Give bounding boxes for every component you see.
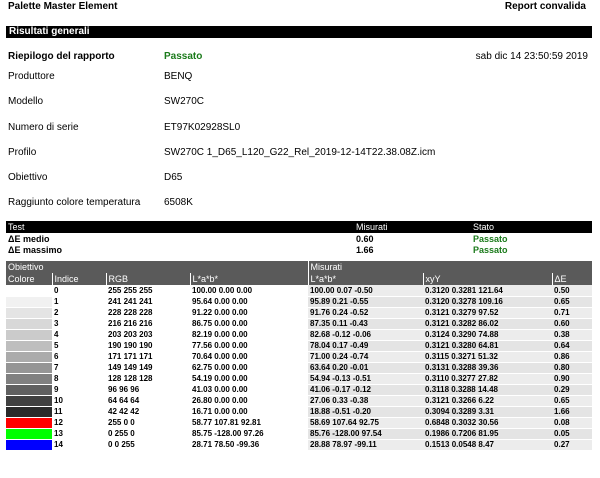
col-lab-target: L*a*b* <box>190 273 308 285</box>
delta-e-cell: 0.05 <box>552 428 592 439</box>
color-swatch-cell <box>6 318 52 329</box>
test-name: ΔE medio <box>8 233 50 244</box>
rgb-cell: 228 228 228 <box>106 307 190 318</box>
delta-e-cell: 0.08 <box>552 417 592 428</box>
color-swatch <box>6 418 52 428</box>
lab-target-cell: 85.75 -128.00 97.26 <box>190 428 308 439</box>
col-color: Colore <box>6 273 52 285</box>
info-row <box>8 96 588 110</box>
rgb-cell: 149 149 149 <box>106 362 190 373</box>
table-row <box>6 285 592 296</box>
delta-e-cell: 0.38 <box>552 329 592 340</box>
table-row <box>6 417 592 428</box>
lab-measured-cell: 54.94 -0.13 -0.51 <box>308 373 423 384</box>
delta-e-cell: 0.80 <box>552 362 592 373</box>
color-swatch-cell <box>6 406 52 417</box>
xyy-cell: 0.6848 0.3032 30.56 <box>423 417 552 428</box>
info-row <box>8 172 588 186</box>
info-value: ET97K02928SL0 <box>164 122 241 133</box>
color-swatch <box>6 429 52 439</box>
color-swatch-cell <box>6 428 52 439</box>
info-label: Raggiunto colore temperatura <box>8 197 141 208</box>
color-swatch-cell <box>6 362 52 373</box>
info-row <box>8 197 588 211</box>
xyy-cell: 0.3121 0.3279 97.52 <box>423 307 552 318</box>
test-status: Passato <box>473 233 508 244</box>
color-swatch <box>6 285 52 295</box>
lab-measured-cell: 18.88 -0.51 -0.20 <box>308 406 423 417</box>
table-row <box>6 362 592 373</box>
delta-e-cell: 0.27 <box>552 439 592 450</box>
table-row <box>6 428 592 439</box>
test-measured: 1.66 <box>356 244 374 255</box>
xyy-cell: 0.3120 0.3281 121.64 <box>423 285 552 296</box>
info-row <box>8 122 588 136</box>
rgb-cell: 128 128 128 <box>106 373 190 384</box>
rgb-cell: 203 203 203 <box>106 329 190 340</box>
lab-target-cell: 54.19 0.00 0.00 <box>190 373 308 384</box>
color-swatch-cell <box>6 285 52 296</box>
lab-measured-cell: 58.69 107.64 92.75 <box>308 417 423 428</box>
xyy-cell: 0.3110 0.3277 27.82 <box>423 373 552 384</box>
col-index: Indice <box>52 273 106 285</box>
info-label: Modello <box>8 96 44 107</box>
group-measured: Misurati <box>308 261 592 273</box>
index-cell: 11 <box>52 406 106 417</box>
lab-target-cell: 41.03 0.00 0.00 <box>190 384 308 395</box>
app-title: Palette Master Element <box>8 1 118 12</box>
report-timestamp: sab dic 14 23:50:59 2019 <box>475 51 588 62</box>
lab-target-cell: 26.80 0.00 0.00 <box>190 395 308 406</box>
index-cell: 13 <box>52 428 106 439</box>
xyy-cell: 0.3124 0.3290 74.88 <box>423 329 552 340</box>
table-row <box>6 329 592 340</box>
rgb-cell: 255 255 255 <box>106 285 190 296</box>
delta-e-cell: 0.29 <box>552 384 592 395</box>
test-row <box>6 244 592 255</box>
rgb-cell: 0 255 0 <box>106 428 190 439</box>
rgb-cell: 0 0 255 <box>106 439 190 450</box>
rgb-cell: 171 171 171 <box>106 351 190 362</box>
report-header <box>8 1 586 14</box>
rgb-cell: 216 216 216 <box>106 318 190 329</box>
lab-measured-cell: 27.06 0.33 -0.38 <box>308 395 423 406</box>
measurements-table <box>6 261 593 451</box>
index-cell: 1 <box>52 296 106 307</box>
table-row <box>6 318 592 329</box>
delta-e-cell: 0.86 <box>552 351 592 362</box>
info-value: D65 <box>164 172 183 183</box>
lab-target-cell: 58.77 107.81 92.81 <box>190 417 308 428</box>
lab-target-cell: 82.19 0.00 0.00 <box>190 329 308 340</box>
rgb-cell: 42 42 42 <box>106 406 190 417</box>
lab-target-cell: 91.22 0.00 0.00 <box>190 307 308 318</box>
info-row <box>8 71 588 85</box>
color-swatch <box>6 363 52 373</box>
lab-measured-cell: 85.76 -128.00 97.54 <box>308 428 423 439</box>
table-row <box>6 373 592 384</box>
delta-e-cell: 0.65 <box>552 395 592 406</box>
color-swatch <box>6 440 52 450</box>
delta-e-cell: 0.50 <box>552 285 592 296</box>
summary-row <box>8 51 588 65</box>
rgb-cell: 190 190 190 <box>106 340 190 351</box>
info-label: Produttore <box>8 71 55 82</box>
index-cell: 9 <box>52 384 106 395</box>
col-rgb: RGB <box>106 273 190 285</box>
delta-e-cell: 0.60 <box>552 318 592 329</box>
report-title: Report convalida <box>504 1 586 12</box>
col-test: Test <box>6 221 354 233</box>
color-swatch-cell <box>6 329 52 340</box>
test-name: ΔE massimo <box>8 244 62 255</box>
color-swatch-cell <box>6 417 52 428</box>
summary-status: Passato <box>164 51 203 62</box>
xyy-cell: 0.3121 0.3266 6.22 <box>423 395 552 406</box>
col-delta-e: ΔE <box>552 273 592 285</box>
xyy-cell: 0.3120 0.3278 109.16 <box>423 296 552 307</box>
xyy-cell: 0.3115 0.3271 51.32 <box>423 351 552 362</box>
color-swatch <box>6 308 52 318</box>
info-value: SW270C 1_D65_L120_G22_Rel_2019-12-14T22.38.08Z.icm <box>164 147 436 158</box>
xyy-cell: 0.3121 0.3280 64.81 <box>423 340 552 351</box>
rgb-cell: 241 241 241 <box>106 296 190 307</box>
xyy-cell: 0.3094 0.3289 3.31 <box>423 406 552 417</box>
lab-measured-cell: 91.76 0.24 -0.52 <box>308 307 423 318</box>
xyy-cell: 0.1513 0.0548 8.47 <box>423 439 552 450</box>
table-row <box>6 307 592 318</box>
xyy-cell: 0.3118 0.3288 14.48 <box>423 384 552 395</box>
color-swatch-cell <box>6 373 52 384</box>
index-cell: 10 <box>52 395 106 406</box>
xyy-cell: 0.3121 0.3282 86.02 <box>423 318 552 329</box>
lab-measured-cell: 95.89 0.21 -0.55 <box>308 296 423 307</box>
index-cell: 5 <box>52 340 106 351</box>
color-swatch <box>6 385 52 395</box>
index-cell: 14 <box>52 439 106 450</box>
info-value: 6508K <box>164 197 193 208</box>
lab-measured-cell: 28.88 78.97 -99.11 <box>308 439 423 450</box>
delta-e-cell: 0.90 <box>552 373 592 384</box>
index-cell: 2 <box>52 307 106 318</box>
color-swatch <box>6 297 52 307</box>
color-swatch <box>6 407 52 417</box>
color-swatch-cell <box>6 296 52 307</box>
color-swatch-cell <box>6 340 52 351</box>
test-status: Passato <box>473 244 508 255</box>
info-label: Profilo <box>8 147 37 158</box>
table-row <box>6 296 592 307</box>
info-row <box>8 147 588 161</box>
info-value: BENQ <box>164 71 193 82</box>
info-value: SW270C <box>164 96 205 107</box>
lab-target-cell: 77.56 0.00 0.00 <box>190 340 308 351</box>
rgb-cell: 96 96 96 <box>106 384 190 395</box>
lab-target-cell: 70.64 0.00 0.00 <box>190 351 308 362</box>
rgb-cell: 64 64 64 <box>106 395 190 406</box>
group-target: Obiettivo <box>6 261 308 273</box>
info-label: Obiettivo <box>8 172 48 183</box>
col-measured: Misurati <box>354 221 471 233</box>
index-cell: 0 <box>52 285 106 296</box>
lab-target-cell: 16.71 0.00 0.00 <box>190 406 308 417</box>
col-lab-measured: L*a*b* <box>308 273 423 285</box>
lab-measured-cell: 78.04 0.17 -0.49 <box>308 340 423 351</box>
col-xyy: xyY <box>423 273 552 285</box>
lab-target-cell: 95.64 0.00 0.00 <box>190 296 308 307</box>
summary-label: Riepilogo del rapporto <box>8 51 115 62</box>
color-swatch-cell <box>6 351 52 362</box>
section-title-general: Risultati generali <box>6 26 592 38</box>
delta-e-cell: 0.65 <box>552 296 592 307</box>
color-swatch-cell <box>6 307 52 318</box>
delta-e-cell: 0.71 <box>552 307 592 318</box>
color-swatch <box>6 330 52 340</box>
lab-measured-cell: 82.68 -0.12 -0.06 <box>308 329 423 340</box>
index-cell: 7 <box>52 362 106 373</box>
rgb-cell: 255 0 0 <box>106 417 190 428</box>
table-row <box>6 384 592 395</box>
index-cell: 12 <box>52 417 106 428</box>
col-status: Stato <box>471 221 592 233</box>
lab-target-cell: 62.75 0.00 0.00 <box>190 362 308 373</box>
index-cell: 8 <box>52 373 106 384</box>
table-row <box>6 406 592 417</box>
xyy-cell: 0.3131 0.3288 39.36 <box>423 362 552 373</box>
info-label: Numero di serie <box>8 122 79 133</box>
test-row <box>6 233 592 244</box>
color-swatch <box>6 341 52 351</box>
lab-target-cell: 86.75 0.00 0.00 <box>190 318 308 329</box>
delta-e-cell: 0.64 <box>552 340 592 351</box>
test-measured: 0.60 <box>356 233 374 244</box>
lab-measured-cell: 41.06 -0.17 -0.12 <box>308 384 423 395</box>
color-swatch-cell <box>6 384 52 395</box>
color-swatch <box>6 319 52 329</box>
table-row <box>6 439 592 450</box>
lab-measured-cell: 71.00 0.24 -0.74 <box>308 351 423 362</box>
lab-measured-cell: 63.64 0.20 -0.01 <box>308 362 423 373</box>
lab-measured-cell: 100.00 0.07 -0.50 <box>308 285 423 296</box>
index-cell: 3 <box>52 318 106 329</box>
table-row <box>6 351 592 362</box>
color-swatch-cell <box>6 439 52 450</box>
lab-target-cell: 28.71 78.50 -99.36 <box>190 439 308 450</box>
xyy-cell: 0.1986 0.7206 81.95 <box>423 428 552 439</box>
lab-target-cell: 100.00 0.00 0.00 <box>190 285 308 296</box>
tests-table <box>6 221 592 255</box>
color-swatch <box>6 396 52 406</box>
index-cell: 4 <box>52 329 106 340</box>
delta-e-cell: 1.66 <box>552 406 592 417</box>
color-swatch <box>6 374 52 384</box>
table-row <box>6 340 592 351</box>
table-row <box>6 395 592 406</box>
color-swatch <box>6 352 52 362</box>
lab-measured-cell: 87.35 0.11 -0.43 <box>308 318 423 329</box>
color-swatch-cell <box>6 395 52 406</box>
index-cell: 6 <box>52 351 106 362</box>
